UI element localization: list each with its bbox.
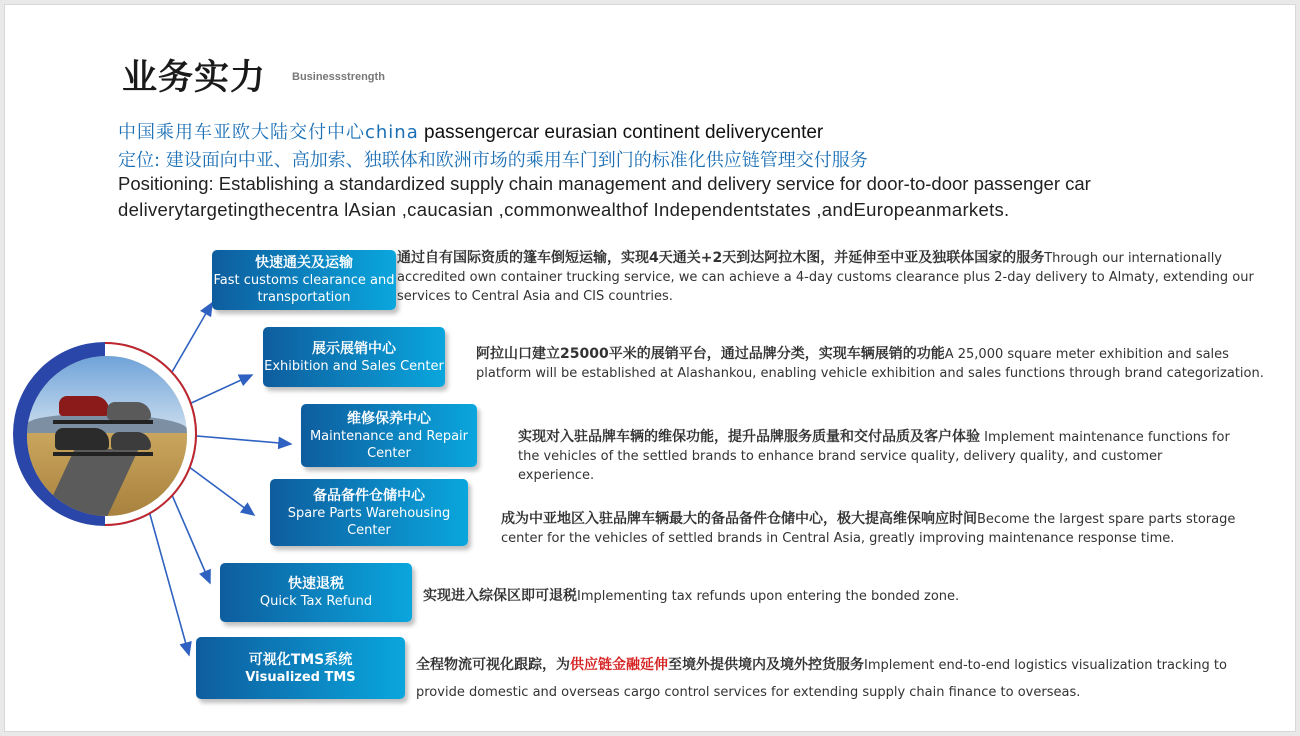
positioning-en-line1: Positioning: Establishing a standardized supply chain management and delivery service for door-to-door passenger car <box>118 173 1091 194</box>
page-title: 业务实力 <box>122 58 267 98</box>
service-title-en: Spare Parts Warehousing Center <box>287 505 451 538</box>
service-desc-maintenance: 实现对入驻品牌车辆的维保功能，提升品牌服务质量和交付品质及客户体验 Implement maintenance functions for the vehicles of the settled brands to enhance brand service quality, delivery quality, and customer experience. <box>518 429 1230 483</box>
service-title-cn: 可视化TMS系统 <box>248 651 353 668</box>
positioning-en-line2: deliverytargetingthecentra lAsian ,caucasian ,commonwealthof Independentstates ,andEuropeanmarkets. <box>118 199 1010 220</box>
service-box-maintenance <box>301 404 477 467</box>
positioning-cn: 定位: 建设面向中亚、高加索、独联体和欧洲市场的乘用车门到门的标准化供应链管理交付服务 <box>118 150 868 171</box>
service-desc-spare-parts: 成为中亚地区入驻品牌车辆最大的备品备件仓储中心，极大提高维保响应时间Become the largest spare parts storage center for the vehicles of settled brands in Central Asia, greatly improving maintenance response time. <box>501 511 1236 546</box>
service-desc-tms: 全程物流可视化跟踪，为供应链金融延伸至境外提供境内及境外控货服务Implement end-to-end logistics visualization tracking to provide domestic and overseas cargo control services for extending supply chain finance to overseas. <box>416 657 1227 700</box>
highlight-supply-chain-finance: 供应链金融延伸 <box>570 657 668 673</box>
arrow-6 <box>146 500 189 655</box>
service-box-spare-parts <box>270 479 468 546</box>
service-desc-tax-refund: 实现进入综保区即可退税Implementing tax refunds upon entering the bonded zone. <box>423 588 960 604</box>
page-subtitle: Businessstrength <box>292 71 385 83</box>
service-title-en: Exhibition and Sales Center <box>264 358 444 374</box>
service-box-exhibition <box>263 327 445 387</box>
service-box-customs <box>212 250 396 310</box>
service-box-tax-refund <box>220 563 412 622</box>
service-title-en: Fast customs clearance and transportation <box>213 273 395 305</box>
service-title-cn: 维修保养中心 <box>347 410 431 427</box>
service-title-en: Quick Tax Refund <box>259 594 373 609</box>
service-title-cn: 快速退税 <box>288 576 344 592</box>
service-title-cn: 快速通关及运输 <box>255 255 353 271</box>
center-name-cn: 中国乘用车亚欧大陆交付中心china <box>118 122 419 143</box>
service-title-en: Visualized TMS <box>245 669 356 685</box>
service-title-cn: 展示展销中心 <box>312 340 396 357</box>
service-title-en: Maintenance and Repair Center <box>309 428 469 461</box>
service-box-tms <box>196 637 405 699</box>
car-carrier-image <box>27 356 187 516</box>
service-desc-exhibition: 阿拉山口建立25000平米的展销平台，通过品牌分类，实现车辆展销的功能A 25,000 square meter exhibition and sales platform will be established at Alashankou, enabling vehicle exhibition and sales functions through brand categorization. <box>476 346 1264 381</box>
center-name-en: passengercar eurasian continent deliverycenter <box>418 122 824 143</box>
service-desc-customs: 通过自有国际资质的篷车倒短运输，实现4天通关+2天到达阿拉木图，并延伸至中亚及独联体国家的服务Through our internationally accredited own container trucking service, we can achieve a 4-day customs clearance plus 2-day delivery to Almaty, extending our services to Central Asia and CIS countries. <box>397 250 1254 304</box>
service-title-cn: 备品备件仓储中心 <box>313 487 425 504</box>
